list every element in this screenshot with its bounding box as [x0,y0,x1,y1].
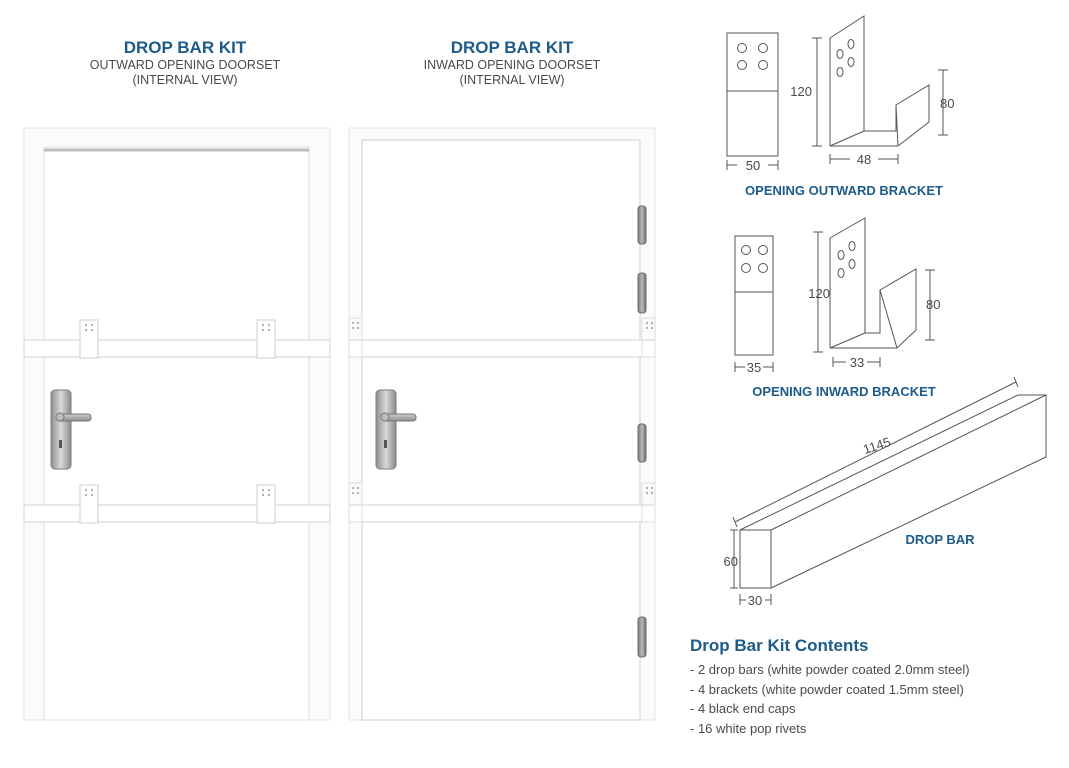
outward-bracket [80,320,98,358]
outward-bracket-label: OPENING OUTWARD BRACKET [745,183,943,198]
inward-bracket-3d-view [813,218,935,367]
inward-view-note: (INTERNAL VIEW) [459,73,565,87]
outward-title: DROP BAR KIT [123,38,247,57]
inward-door-hinge [638,273,646,313]
inward-door-hinge [638,424,646,462]
outward-subtitle: OUTWARD OPENING DOORSET [89,58,281,72]
outward-view-note: (INTERNAL VIEW) [132,73,238,87]
outward-bracket [257,485,275,523]
kit-contents [690,636,1060,738]
inward-door-hinge [638,617,646,657]
outward-bracket-depth: 48 [856,152,872,167]
kit-contents-item: - 4 black end caps [690,701,796,716]
kit-contents-item: - 4 brackets (white powder coated 1.5mm steel) [690,681,964,697]
inward-subtitle: INWARD OPENING DOORSET [423,58,601,72]
inward-bracket-front-view [735,236,773,372]
kit-contents-item: - 16 white pop rivets [690,720,807,736]
outward-bracket [80,485,98,523]
outward-bracket-width: 50 [745,158,761,173]
outward-bracket-arm: 80 [940,96,955,111]
outward-bracket [257,320,275,358]
inward-title: DROP BAR KIT [450,38,574,57]
drop-bar-3d-view [730,377,1046,605]
inward-door [349,128,655,720]
inward-bracket-label: OPENING INWARD BRACKET [752,384,936,399]
inward-bracket-height: 120 [808,286,830,301]
inward-door-hinge [638,206,646,244]
outward-bracket-height: 120 [790,84,812,99]
outward-drop-bar-upper [24,340,330,357]
kit-contents-title: Drop Bar Kit Contents [690,636,869,655]
technical-drawings [690,0,1069,630]
inward-bracket-arm: 80 [926,297,941,312]
drop-bar-width: 30 [747,593,763,608]
inward-drop-bar-lower [349,505,655,522]
outward-bracket-3d-view [812,16,948,164]
inward-bracket-width: 35 [746,360,762,375]
drop-bar-length: 1145 [861,434,893,457]
drop-bar-label: DROP BAR [905,532,975,547]
inward-drop-bar-upper [349,340,655,357]
drop-bar-height: 60 [723,554,738,569]
kit-contents-item: - 2 drop bars (white powder coated 2.0mm steel) [690,662,970,677]
outward-door [24,128,330,720]
outward-drop-bar-lower [24,505,330,522]
outward-bracket-front-view [727,33,778,170]
inward-bracket-depth: 33 [849,355,865,370]
